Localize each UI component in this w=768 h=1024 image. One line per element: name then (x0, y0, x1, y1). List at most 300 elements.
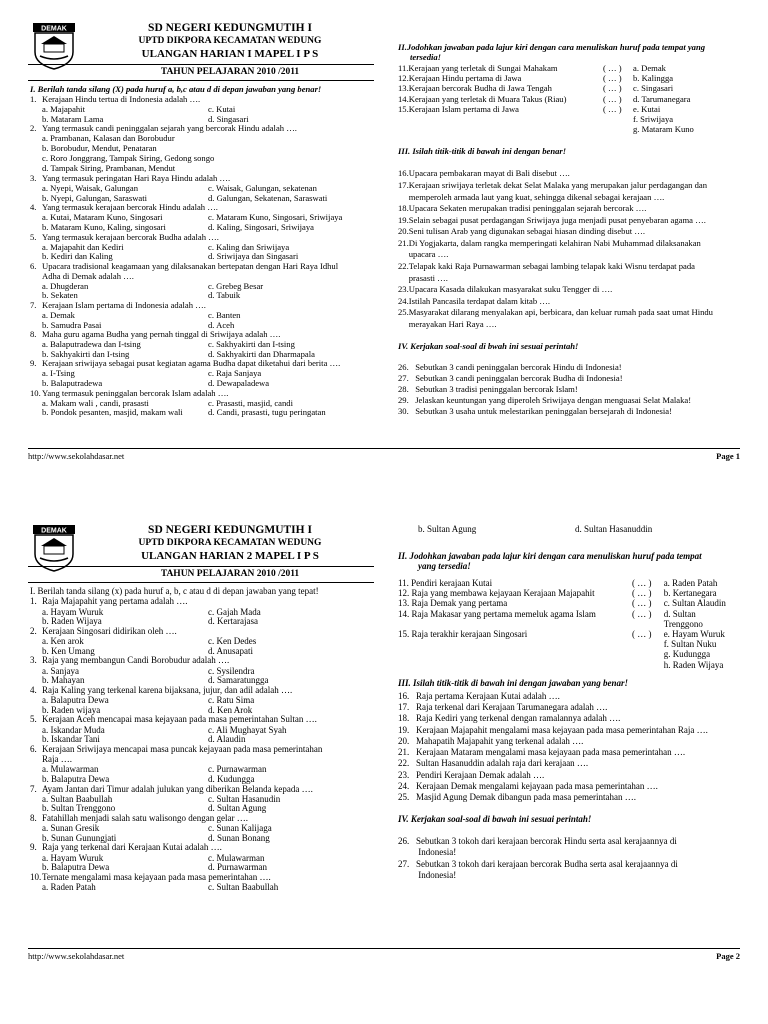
fill-in-question: merayakan Hari Raya …. (398, 319, 497, 330)
matching-row (398, 639, 743, 649)
matching-option: d. Sultan (663, 608, 696, 619)
answer-option-b[interactable]: b. Mahayan (42, 675, 85, 686)
matching-list (398, 578, 743, 670)
question-number: 2. (30, 625, 37, 636)
question-text: Kerajaan Islam pertama di Indonesia adalah …. (42, 299, 206, 310)
answer-option-a[interactable]: a. Raden Patah (42, 882, 96, 893)
matching-question: 13.Kerajaan bercorak Budha di Jawa Tengah (398, 83, 552, 94)
question-stem (30, 232, 375, 242)
question-number: 5. (30, 231, 37, 242)
question-stem (30, 123, 375, 133)
answer-option-b[interactable]: b. Nyepi, Galungan, Saraswati (42, 192, 148, 203)
option-row (30, 607, 375, 617)
exam-title: ULANGAN HARIAN 2 MAPEL I P S (141, 550, 319, 562)
option-row (30, 281, 375, 291)
answer-option-a[interactable]: a. Nyepi, Waisak, Galungan (42, 183, 139, 194)
answer-option-c[interactable]: c. Raja Sanjaya (208, 368, 262, 379)
answer-option-c[interactable]: c. Prasasti, masjid, candi (208, 397, 293, 408)
matching-question (398, 619, 632, 629)
answer-option-c[interactable]: c. Waisak, Galungan, sekatenan (208, 183, 317, 194)
answer-option-c[interactable]: c. Ali Mughayat Syah (208, 724, 287, 735)
question-stem (30, 596, 375, 606)
fill-in-question: 19. Kerajaan Majapahit mengalami masa kejayaan pada masa pemerintahan Raja …. (398, 724, 708, 735)
option-row (30, 833, 375, 843)
answer-blank[interactable]: ( … ) (631, 578, 652, 588)
answer-option-c[interactable]: c. Sysilendra (208, 665, 255, 676)
answer-option-c[interactable]: c. Sultan Hasanudin (208, 793, 281, 804)
question-text: Raja Majapahit yang pertama adalah …. (42, 596, 188, 607)
answer-option-b[interactable]: b. Balaputradewa (42, 377, 103, 388)
matching-question: 15.Kerajaan Islam pertama di Jawa (398, 103, 519, 114)
matching-question (398, 639, 632, 649)
option-row (30, 378, 375, 388)
answer-option-b[interactable]: b. Mataram Lama (42, 113, 104, 124)
answer-blank[interactable]: ( … ) (631, 628, 652, 639)
option-row (30, 794, 375, 804)
right-column (398, 42, 743, 418)
question-text-cont: Adha di Demak adalah …. (42, 270, 134, 281)
essay-question: 28. Sebutkan 3 tradisi peninggalan bercorak Islam! (398, 384, 578, 395)
answer-blank[interactable]: ( … ) (603, 103, 622, 114)
section-heading-cont: tersedia! (410, 52, 442, 62)
question-stem (30, 300, 375, 310)
option-row (30, 853, 375, 863)
multiple-choice-section (30, 84, 375, 417)
matching-option: e. Hayam Wuruk (663, 628, 725, 639)
essay-list (398, 362, 743, 418)
fill-in-question: 18. Raja Kediri yang terkenal dengan ramalannya adalah …. (398, 713, 621, 724)
answer-option-d[interactable]: d. Sakhyakirti dan Dharmapala (208, 348, 315, 359)
matching-option: f. Sriwijaya (633, 113, 674, 124)
question-text: Yang termasuk peringatan Hari Raya Hindu adalah …. (42, 173, 231, 184)
answer-option-b[interactable]: b. Sekaten (42, 290, 78, 301)
answer-option-d[interactable]: d. Kaling, Singosari, Sriwijaya (208, 221, 314, 232)
answer-option-c[interactable]: c. Mulawarman (208, 852, 265, 863)
section-heading: II.Jodohkan jawaban pada lajur kiri dengan cara menuliskan huruf pada tempat yang (398, 42, 706, 52)
answer-option-d[interactable]: d. Ken Arok (208, 704, 253, 715)
answer-option-b[interactable]: b. Ken Umang (42, 645, 95, 656)
question-text: Maha guru agama Budha yang pernah tinggal di Sriwijaya adalah …. (42, 329, 281, 340)
matching-row (398, 83, 743, 93)
matching-option: d. Tarumanegara (633, 93, 691, 104)
answer-option-d[interactable]: d. Candi, prasasti, tugu peringatan (208, 407, 326, 418)
matching-list (398, 63, 743, 134)
question-number: 6. (30, 260, 37, 271)
question-number: 8. (30, 329, 37, 340)
answer-option-b[interactable]: b. Iskandar Tani (42, 734, 100, 745)
matching-row (398, 598, 743, 608)
option-row (30, 764, 375, 774)
option-row (30, 398, 375, 408)
matching-option: b. Kertanegara (663, 588, 717, 599)
question-stem (30, 388, 375, 398)
fill-in-question: 16.Upacara pembakaran mayat di Bali disebut …. (398, 168, 570, 179)
section-heading: I. Berilah tanda silang (x) pada huruf a, b, c atau d di depan jawaban yang tepat! (30, 586, 319, 596)
question-stem (30, 94, 375, 104)
answer-blank[interactable] (632, 660, 664, 670)
question-number: 7. (30, 783, 37, 794)
option-row (30, 646, 375, 656)
exam-title: ULANGAN HARIAN I MAPEL I P S (141, 48, 319, 60)
matching-row (398, 73, 743, 83)
question-text: Yang termasuk candi peninggalan sejarah yang bercorak Hindu adalah …. (42, 123, 297, 134)
question-text: Yang termasuk peninggalan bercorak Islam adalah …. (42, 387, 229, 398)
fill-in-question: 24.Istilah Pancasila terdapat dalam kitab …. (398, 295, 551, 306)
option-row (30, 675, 375, 685)
answer-option-c[interactable]: c. Ken Dedes (208, 636, 257, 647)
answer-option-c[interactable]: c. Grebeg Besar (208, 280, 264, 291)
answer-option-c[interactable]: c. Gajah Mada (208, 606, 261, 617)
answer-option-a[interactable]: a. Iskandar Muda (42, 724, 105, 735)
page-number: Page 1 (716, 451, 740, 461)
option-row (30, 882, 375, 892)
matching-question: 14. Raja Makasar yang pertama memeluk agama Islam (398, 608, 596, 619)
section-heading: III. Isilah titik-titik di bawah ini dengan benar! (398, 146, 567, 157)
matching-option: Trenggono (663, 618, 703, 629)
option-row (30, 339, 375, 349)
essay-question: 26. Sebutkan 3 tokoh dari kerajaan bercorak Hindu serta asal kerajaannya di (398, 835, 677, 846)
answer-blank[interactable] (632, 649, 664, 659)
question-stem (30, 714, 375, 724)
matching-row (398, 619, 743, 629)
question-number: 3. (30, 655, 37, 666)
answer-option-b[interactable]: b. Balaputra Dewa (42, 862, 110, 873)
question-stem (30, 173, 375, 183)
matching-question: 11.Kerajaan yang terletak di Sungai Mahakam (398, 63, 558, 73)
question-text: Kerajaan Aceh mencapai masa kejayaan pada masa pemerintahan Sultan …. (42, 714, 317, 725)
section-heading: III. Isilah titik-titik di bawah ini dengan jawaban yang benar! (398, 677, 629, 688)
answer-option[interactable]: c. Roro Jonggrang, Tampak Siring, Gedong songo (42, 153, 215, 164)
option-row (30, 774, 375, 784)
demak-logo-icon (32, 22, 76, 70)
answer-option-a[interactable]: a. Makam wali , candi, prasasti (42, 397, 149, 408)
matching-row (398, 629, 743, 639)
option-row (30, 407, 375, 417)
option-row (30, 862, 375, 872)
answer-option-d[interactable]: d. Kertarajasa (208, 616, 258, 627)
option-row (30, 212, 375, 222)
answer-option-a[interactable]: a. Sunan Gresik (42, 823, 100, 834)
carried-options (398, 524, 743, 535)
answer-blank[interactable]: ( … ) (631, 598, 652, 609)
answer-option-d[interactable]: d. Sunan Bonang (208, 832, 270, 843)
option-row (30, 666, 375, 676)
question-stem (30, 813, 375, 823)
answer-option-d[interactable]: d. Singasari (208, 113, 249, 124)
answer-option-d[interactable]: d. Sriwijaya dan Singasari (208, 251, 299, 262)
section-heading-cont: yang tersedia! (418, 561, 471, 571)
fill-in-question: 24. Kerajaan Demak mengalami kejayaan pada masa pemerintahan …. (398, 781, 658, 792)
header-rule (28, 566, 374, 567)
answer-option-a[interactable]: a. Majapahit dan Kediri (42, 241, 124, 252)
answer-option-c[interactable]: c. Purnawarman (208, 764, 267, 775)
footer-url[interactable]: http://www.sekolahdasar.net (28, 451, 125, 461)
answer-blank[interactable] (632, 639, 664, 649)
answer-option-b[interactable]: b. Sunan Gunungjati (42, 832, 117, 843)
answer-option[interactable]: d. Tampak Siring, Prambanan, Mendut (42, 163, 176, 174)
page-footer (28, 448, 740, 461)
question-stem (30, 329, 375, 339)
answer-blank[interactable] (603, 114, 633, 124)
question-number: 10. (30, 387, 41, 398)
answer-blank[interactable] (632, 619, 664, 629)
fill-in-question: 20.Seni tulisan Arab yang digunakan sebagai hiasan dinding disebut …. (398, 226, 646, 237)
matching-row (398, 609, 743, 619)
logo-text: DEMAK (41, 527, 67, 535)
page-1-header (80, 22, 380, 61)
fill-in-question: 18.Upacara Sekaten merupakan tradisi peninggalan sejarah bercorak …. (398, 203, 647, 214)
question-text: Fatahillah menjadi salah satu walisongo dengan gelar …. (42, 812, 248, 823)
question-text: Kerajaan Singosari didirikan oleh …. (42, 625, 177, 636)
matching-row (398, 63, 743, 73)
matching-question: 15. Raja terakhir kerajaan Singosari (398, 628, 528, 639)
answer-option-c[interactable]: c. Mataram Kuno, Singosari, Sriwijaya (208, 212, 343, 223)
answer-option-d[interactable]: d. Galungan, Sekatenan, Saraswati (208, 192, 328, 203)
answer-option-a[interactable]: a. Hayam Wuruk (42, 852, 104, 863)
matching-row (398, 588, 743, 598)
question-stem (30, 744, 375, 754)
section-heading: IV. Kerjakan soal-soal di bwah ini sesuai perintah! (398, 340, 579, 351)
fill-in-question: 19.Selain sebagai pusat perdagangan Sriwijaya juga menjadi pusat penyebaran agama …. (398, 214, 706, 225)
question-number: 7. (30, 299, 37, 310)
fill-in-question: 17.Kerajaan sriwijaya terletak dekat Selat Malaka yang merupakan jalur perdagangan dan (398, 179, 708, 190)
option-row (30, 251, 375, 261)
matching-option: f. Sultan Nuku (663, 639, 717, 650)
answer-option-a[interactable]: a. Sultan Baabullah (42, 793, 113, 804)
essay-list (398, 836, 743, 882)
fill-in-question: 21.Di Yogjakarta, dalam rangka memperingati kelahiran Nabi Muhammad dilaksanakan (398, 237, 701, 248)
question-text: Upacara tradisional keagamaan yang dilaksanakan bertepatan dengan Hari Raya Idhul (42, 260, 339, 271)
answer-option-b[interactable]: b. Balaputra Dewa (42, 773, 110, 784)
matching-option: a. Demak (633, 63, 666, 73)
multiple-choice-section (30, 586, 375, 901)
question-text: Raja yang terkenal dari Kerajaan Kutai adalah …. (42, 842, 222, 853)
option-row (30, 290, 375, 300)
answer-option-a[interactable]: a. Mulawarman (42, 764, 99, 775)
answer-option-d[interactable]: d. Purnawarman (208, 862, 267, 873)
question-text: Raja yang membangun Candi Borobudur adalah …. (42, 655, 230, 666)
answer-blank[interactable]: ( … ) (603, 93, 622, 104)
answer-blank[interactable]: ( … ) (631, 608, 652, 619)
worksheet-page-2 (0, 512, 768, 1024)
answer-option-b[interactable]: b. Sakhyakirti dan I-tsing (42, 348, 130, 359)
logo-text: DEMAK (41, 25, 67, 33)
answer-option[interactable]: b. Borobudur, Mendut, Penataran (42, 143, 157, 154)
matching-option: e. Kutai (633, 103, 661, 114)
footer-url[interactable]: http://www.sekolahdasar.net (28, 951, 125, 961)
answer-option-d[interactable]: d. Anusapati (208, 645, 253, 656)
question-number: 3. (30, 173, 37, 184)
matching-question: 13. Raja Demak yang pertama (398, 598, 508, 609)
answer-option-c[interactable]: c. Ratu Sima (208, 695, 255, 706)
matching-row (398, 114, 743, 124)
question-number: 2. (30, 123, 37, 134)
fill-in-question: 20. Mahapatih Majapahit yang terkenal adalah …. (398, 735, 584, 746)
fill-in-question: prasasti …. (398, 272, 448, 283)
page-footer (28, 948, 740, 961)
header-rule (28, 80, 374, 81)
answer-option-c[interactable]: c. Kaling dan Sriwijaya (208, 241, 290, 252)
matching-option: c. Sultan Alaudin (663, 598, 726, 609)
answer-option-d[interactable]: d. Tabuik (208, 290, 241, 301)
question-text: Kerajaan Hindu tertua di Indonesia adalah …. (42, 94, 201, 104)
school-name: SD NEGERI KEDUNGMUTIH I (148, 22, 312, 34)
answer-option[interactable]: a. Prambanan, Kalasan dan Borobudur (42, 133, 175, 144)
essay-question: 29. Jelaskan keuntungan yang diperoleh Sriwijaya dengan menguasai Selat Malaka! (398, 395, 692, 406)
question-stem (30, 784, 375, 794)
answer-blank[interactable]: ( … ) (603, 83, 622, 94)
school-year: TAHUN PELAJARAN 2010 /2011 (160, 569, 300, 579)
option-row (30, 823, 375, 833)
matching-question: 12.Kerajaan Hindu pertama di Jawa (398, 73, 522, 84)
answer-option-b[interactable]: b. Mataram Kuno, Kaling, singosari (42, 221, 166, 232)
answer-option-c[interactable]: c. Sakhyakirti dan I-tsing (208, 339, 295, 350)
essay-question: 27. Sebutkan 3 candi peninggalan bercorak Budha di Indonesia! (398, 372, 623, 383)
essay-question: Indonesia! (398, 847, 457, 858)
matching-question: 14.Kerajaan yang terletak di Muara Takus (Riau) (398, 93, 567, 104)
option-row (30, 695, 375, 705)
answer-option-b[interactable]: b. Samudra Pasai (42, 319, 102, 330)
matching-row (398, 104, 743, 114)
answer-option-b[interactable]: b. Sultan Trenggono (42, 803, 116, 814)
question-stem (30, 358, 375, 368)
answer-option-a[interactable]: a. Hayam Wuruk (42, 606, 104, 617)
fill-in-question: memperoleh armada laut yang kuat, sehingga dikenal sebagai kerajaan …. (398, 191, 665, 202)
essay-question: 26. Sebutkan 3 candi peninggalan bercorak Hindu di Indonesia! (398, 361, 622, 372)
answer-option-c[interactable]: c. Sultan Baabullah (208, 882, 279, 893)
fill-in-list (398, 691, 743, 804)
answer-option-b[interactable]: b. Raden Wijaya (42, 616, 102, 627)
question-text: Yang termasuk kerajaan bercorak Hindu adalah …. (42, 202, 218, 213)
question-stem (30, 842, 375, 852)
answer-option-b[interactable]: b. Raden wijaya (42, 704, 101, 715)
answer-option-a[interactable]: a. Balaputra Dewa (42, 695, 109, 706)
demak-logo-icon (32, 524, 76, 572)
option-row (30, 114, 375, 124)
fill-in-question: 16. Raja pertama Kerajaan Kutai adalah …. (398, 690, 560, 701)
matching-question (398, 124, 603, 134)
answer-option-a[interactable]: a. Sanjaya (42, 665, 79, 676)
school-year-wrap (80, 66, 380, 79)
fill-in-question: 23. Pendiri Kerajaan Demak adalah …. (398, 769, 545, 780)
answer-option-d[interactable]: d. Dewapaladewa (208, 377, 270, 388)
answer-blank[interactable]: ( … ) (631, 588, 652, 599)
question-stem (30, 685, 375, 695)
header-rule (28, 582, 374, 583)
matching-option: h. Raden Wijaya (663, 659, 724, 670)
answer-blank[interactable]: ( … ) (603, 63, 622, 73)
answer-option-c[interactable]: c. Kutai (208, 104, 236, 114)
answer-option-d[interactable]: d. Sultan Agung (208, 803, 267, 814)
fill-in-question: 25. Masjid Agung Demak dibangun pada masa pemerintahan …. (398, 792, 636, 803)
question-stem (30, 202, 375, 212)
option[interactable]: d. Sultan Hasanuddin (575, 524, 653, 534)
question-text-cont: Raja …. (42, 754, 72, 765)
matching-row (398, 660, 743, 670)
answer-option-a[interactable]: a. I-Tsing (42, 368, 75, 379)
answer-option-a[interactable]: a. Kutai, Mataram Kuno, Singosari (42, 212, 163, 223)
page-number: Page 2 (716, 951, 740, 961)
question-stem (30, 655, 375, 665)
question-number: 10. (30, 871, 42, 882)
fill-in-question: 22. Sultan Hasanuddin adalah raja dari kerajaan …. (398, 758, 589, 769)
option-row (30, 310, 375, 320)
option-row (30, 104, 375, 114)
answer-option-d[interactable]: d. Kudungga (208, 773, 255, 784)
page-2-header (80, 524, 380, 563)
option-row (30, 892, 375, 902)
question-text: Kerajaan sriwijaya sebagai pusat kegiatan agama Budha dapat diketahui dari berita …. (42, 358, 341, 369)
question-number: 6. (30, 743, 37, 754)
option-row (30, 368, 375, 378)
option-row (30, 705, 375, 715)
fill-in-list (398, 168, 743, 330)
matching-row (398, 578, 743, 588)
school-name: SD NEGERI KEDUNGMUTIH I (148, 524, 312, 536)
section-heading: IV. Kerjakan soal-soal di bawah ini sesuai perintah! (398, 813, 592, 824)
option-row (30, 193, 375, 203)
question-number: 4. (30, 684, 37, 695)
question-text: Ayam Jantan dari Timur adalah julukan yang diberikan Belanda kepada …. (42, 783, 313, 794)
question-stem (30, 626, 375, 636)
question-number: 1. (30, 94, 37, 104)
option-row (30, 183, 375, 193)
question-number: 9. (30, 358, 37, 369)
answer-option-b[interactable]: b. Kediri dan Kaling (42, 251, 113, 262)
question-text: Ternate mengalami masa kejayaan pada masa pemerintahan …. (42, 871, 271, 882)
answer-blank[interactable] (603, 124, 633, 134)
question-number: 1. (30, 596, 37, 607)
answer-blank[interactable]: ( … ) (603, 73, 622, 84)
matching-option: g. Kudungga (663, 649, 711, 660)
matching-option: b. Kalingga (633, 73, 674, 84)
answer-option-d[interactable]: d. Samaratungga (208, 675, 269, 686)
matching-option: c. Singasari (633, 83, 674, 94)
matching-question (398, 660, 632, 670)
answer-option-a[interactable]: a. Ken arok (42, 636, 84, 647)
answer-option-a[interactable]: a. Demak (42, 309, 75, 320)
matching-question (398, 114, 603, 124)
fill-in-question: 17. Raja terkenal dari Kerajaan Tarumanegara adalah …. (398, 701, 608, 712)
answer-option-c[interactable]: c. Banten (208, 309, 241, 320)
answer-option-a[interactable]: a. Dhugderan (42, 280, 89, 291)
section-heading: II. Jodohkan jawaban pada lajur kiri dengan cara menuliskan huruf pada tempat (398, 551, 702, 561)
question-text: Kerajaan Sriwijaya mencapai masa puncak kejayaan pada masa pemerintahan (42, 743, 323, 754)
option-row (30, 349, 375, 359)
fill-in-question: upacara …. (398, 249, 449, 260)
answer-option-b[interactable]: b. Pondok pesanten, masjid, makam wali (42, 407, 183, 418)
essay-question: 30. Sebutkan 3 usaha untuk melestarikan peninggalan bersejarah di Indonesia! (398, 406, 672, 417)
question-stem (30, 872, 375, 882)
option-row (30, 725, 375, 735)
header-rule (28, 64, 374, 65)
option[interactable]: b. Sultan Agung (418, 524, 477, 534)
matching-row (398, 94, 743, 104)
fill-in-question: 22.Telapak kaki Raja Purnawarman sebagai lambing telapak kaki Wisnu terdapat pada (398, 261, 695, 272)
answer-option-c[interactable]: c. Sunan Kalijaga (208, 823, 272, 834)
option-row (30, 803, 375, 813)
option-row (30, 616, 375, 626)
answer-option-a[interactable]: a. Balaputradewa dan I-tsing (42, 339, 141, 350)
answer-option-d[interactable]: d. Alaudin (208, 734, 246, 745)
essay-question: 27. Sebutkan 3 tokoh dari kerajaan bercorak Budha serta asal kerajaannya di (398, 858, 678, 869)
matching-option: g. Mataram Kuno (633, 124, 694, 135)
question-number: 8. (30, 812, 37, 823)
answer-option-d[interactable]: d. Aceh (208, 319, 235, 330)
question-number: 4. (30, 202, 37, 213)
question-number: 5. (30, 714, 37, 725)
answer-option-a[interactable]: a. Majapahit (42, 104, 85, 114)
